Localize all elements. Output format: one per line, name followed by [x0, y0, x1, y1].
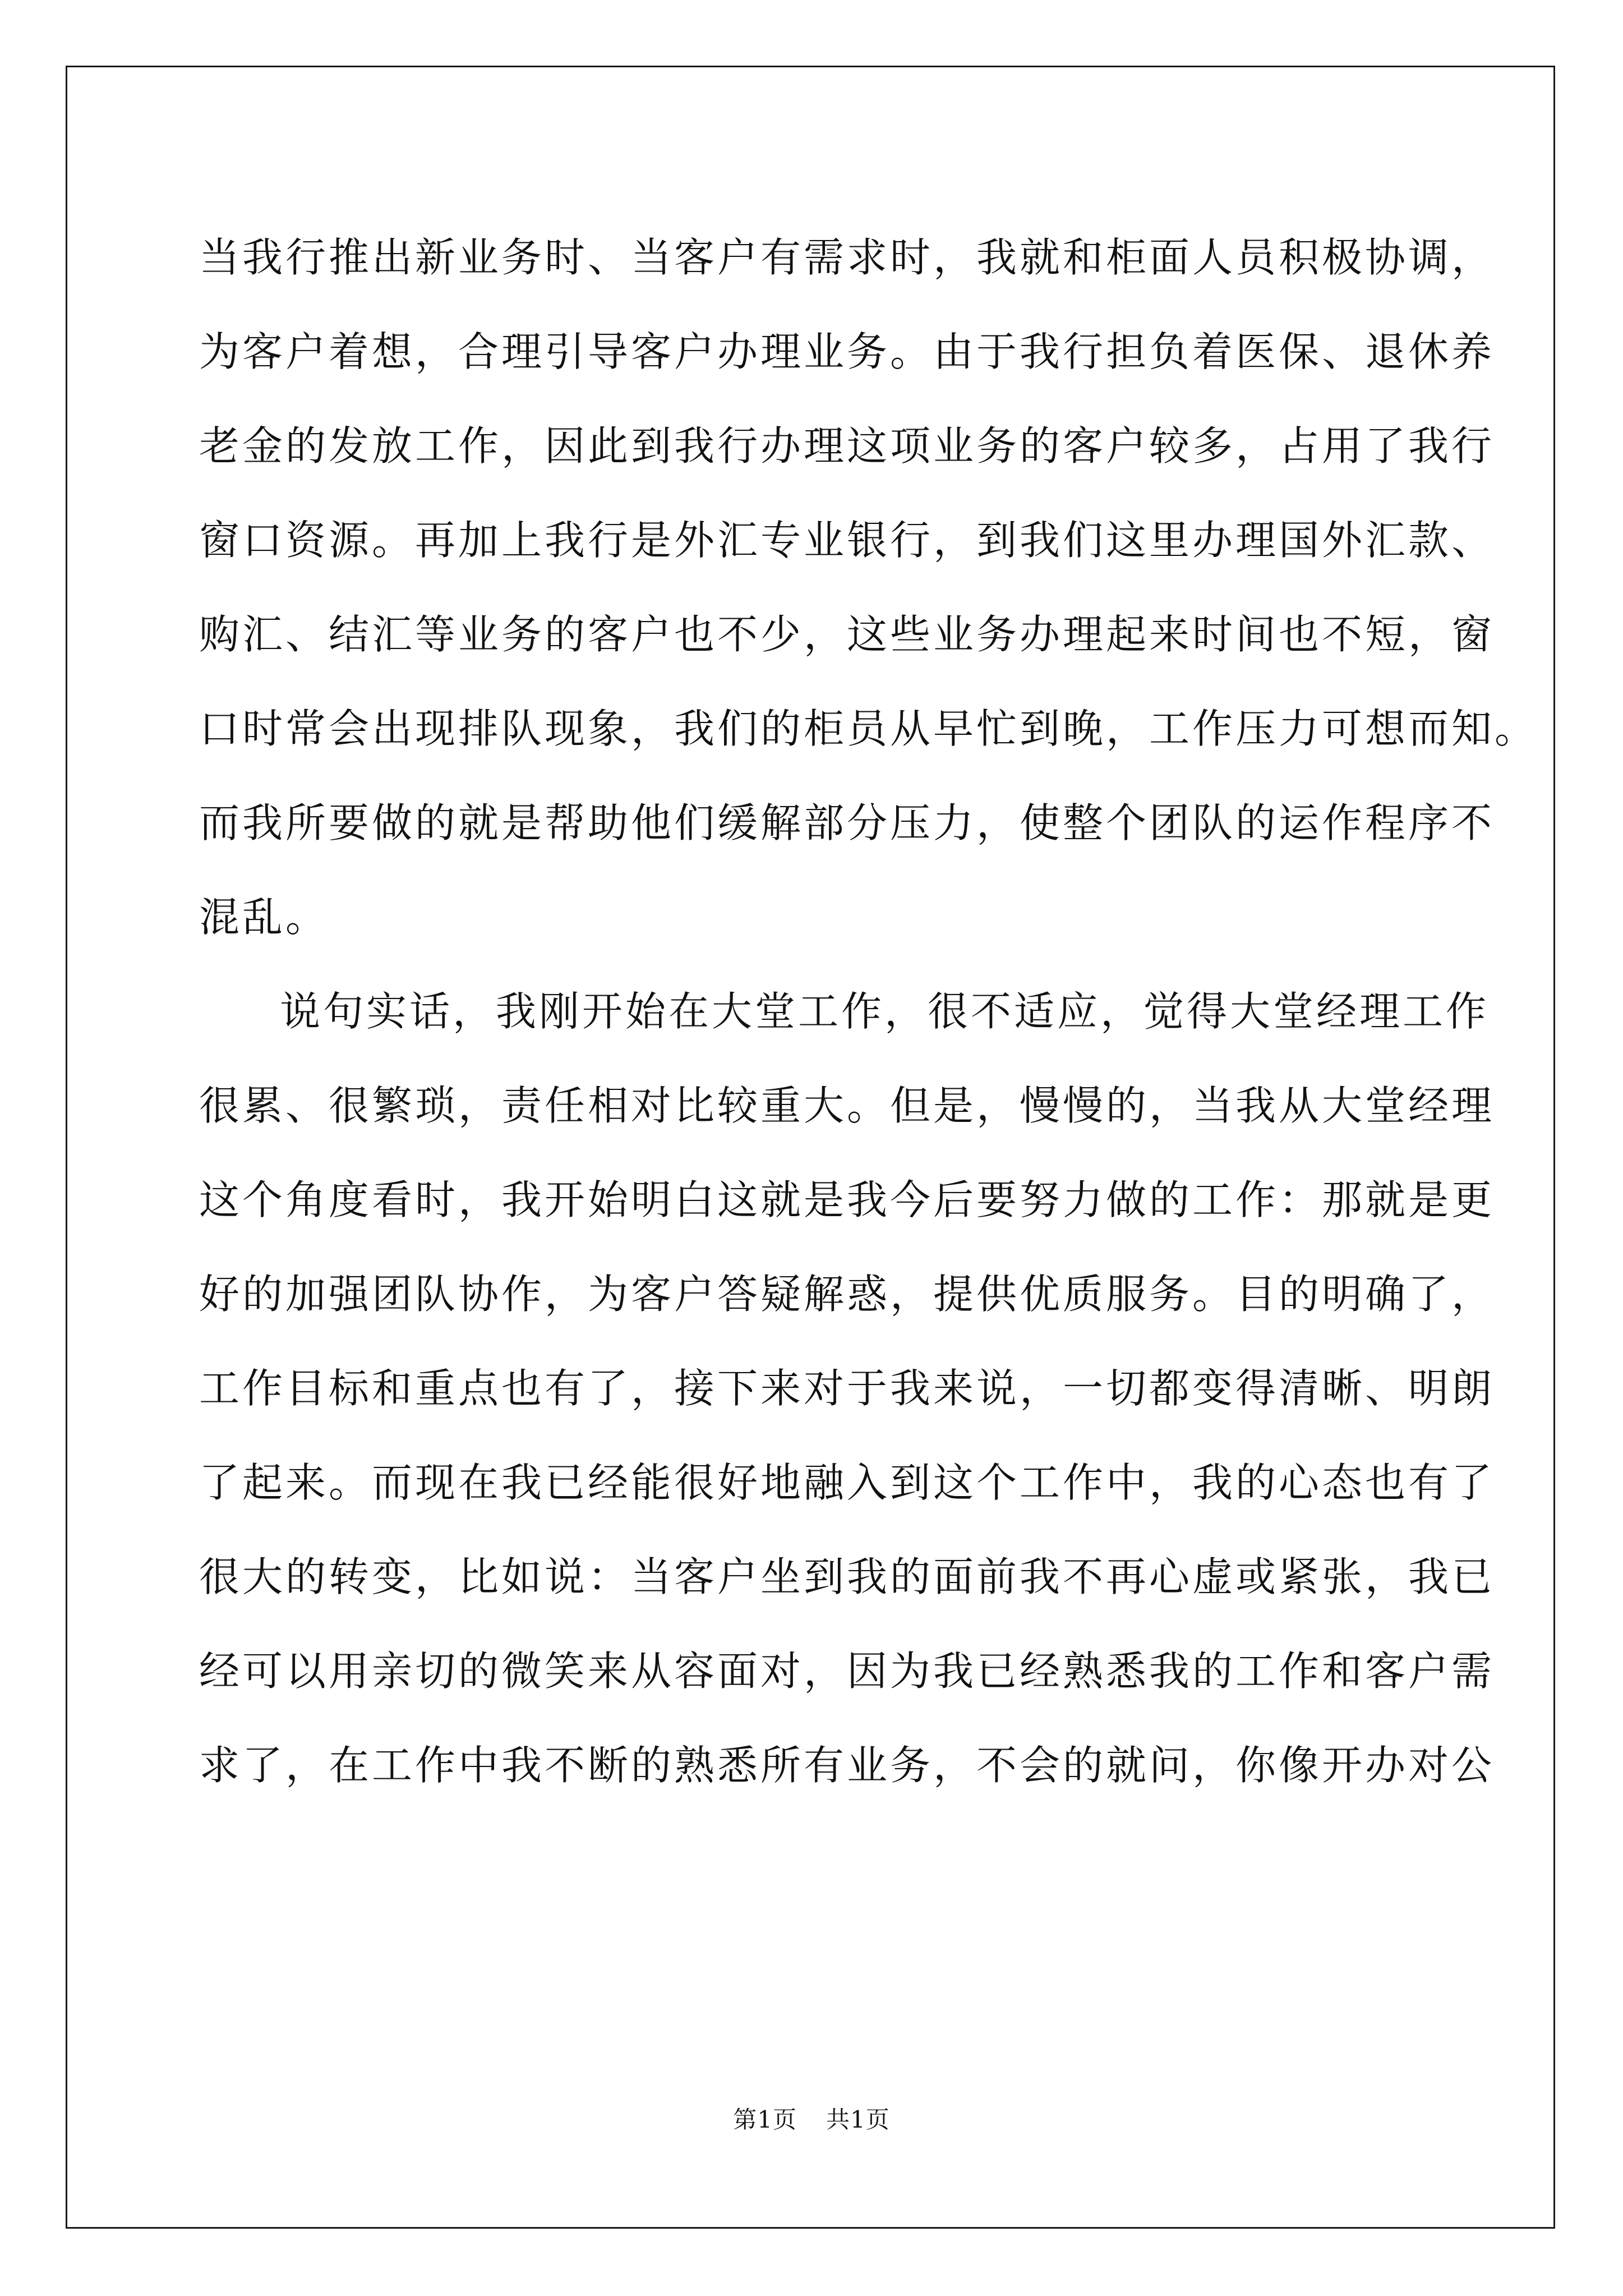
- page-total-count: 共1页: [826, 2106, 890, 2133]
- text-line: 经可以用亲切的微笑来从容面对，因为我已经熟悉我的工作和客户需: [199, 1648, 1495, 1695]
- text-line: 了起来。而现在我已经能很好地融入到这个工作中，我的心态也有了: [199, 1459, 1495, 1506]
- text-line: 当我行推出新业务时、当客户有需求时，我就和柜面人员积极协调，: [199, 234, 1495, 281]
- text-line: 口时常会出现排队现象，我们的柜员从早忙到晚，工作压力可想而知。: [199, 705, 1538, 752]
- text-line: 很累、很繁琐，责任相对比较重大。但是，慢慢的，当我从大堂经理: [199, 1082, 1495, 1129]
- text-line: 这个角度看时，我开始明白这就是我今后要努力做的工作：那就是更: [199, 1176, 1495, 1223]
- page-current-number: 第1页: [733, 2106, 797, 2133]
- text-line: 好的加强团队协作，为客户答疑解惑，提供优质服务。目的明确了，: [199, 1271, 1495, 1318]
- text-line: 为客户着想，合理引导客户办理业务。由于我行担负着医保、退休养: [199, 328, 1495, 375]
- text-line: 老金的发放工作，因此到我行办理这项业务的客户较多，占用了我行: [199, 422, 1495, 470]
- text-line: 求了，在工作中我不断的熟悉所有业务，不会的就问，你像开办对公: [199, 1742, 1495, 1789]
- text-line: 而我所要做的就是帮助他们缓解部分压力，使整个团队的运作程序不: [199, 799, 1495, 846]
- text-line: 混乱。: [199, 894, 329, 941]
- document-body: [199, 210, 1538, 1812]
- text-line: 购汇、结汇等业务的客户也不少，这些业务办理起来时间也不短，窗: [199, 611, 1495, 658]
- text-line: 窗口资源。再加上我行是外汇专业银行，到我们这里办理国外汇款、: [199, 517, 1495, 564]
- text-line: 工作目标和重点也有了，接下来对于我来说，一切都变得清晰、明朗: [199, 1365, 1495, 1412]
- text-line: 很大的转变，比如说：当客户坐到我的面前我不再心虚或紧张，我已: [199, 1553, 1495, 1600]
- page-footer: [0, 2103, 1623, 2137]
- paragraph-start-line: 说句实话，我刚开始在大堂工作，很不适应，觉得大堂经理工作: [280, 988, 1490, 1035]
